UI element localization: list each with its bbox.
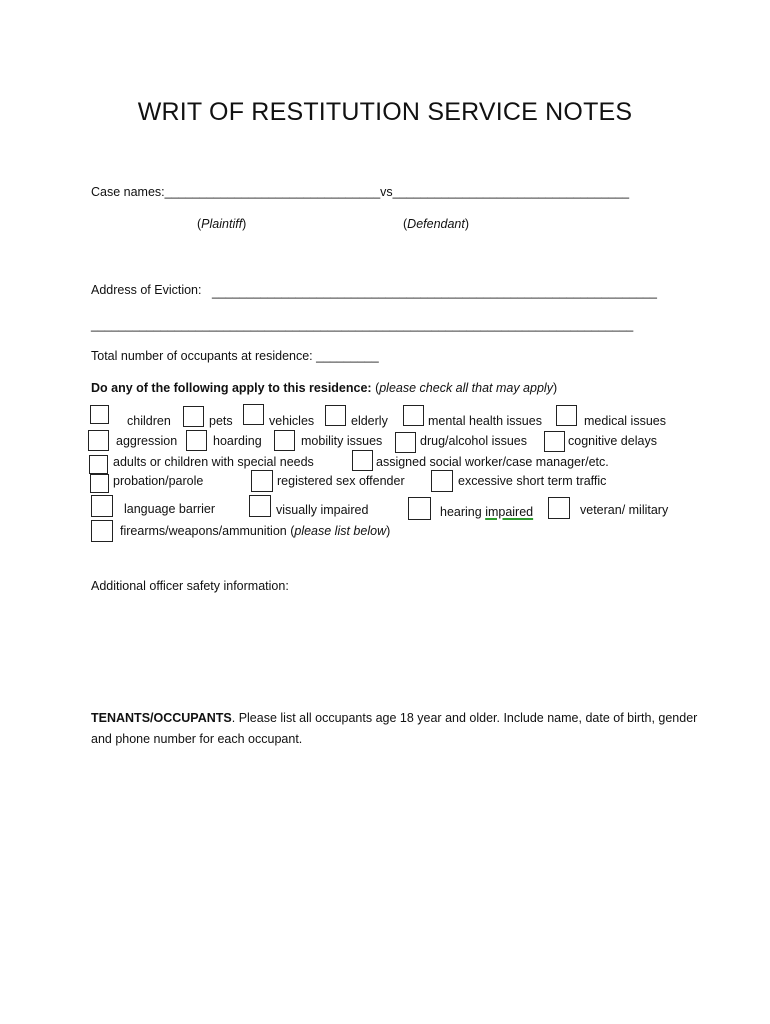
occupants-total-field[interactable]: Total number of occupants at residence: _________ <box>91 349 379 363</box>
case-names-line[interactable]: Case names:_______________________________vs__________________________________ <box>91 185 630 199</box>
medical-issues-checkbox[interactable] <box>556 405 577 426</box>
pets-label: pets <box>209 414 233 428</box>
hoarding-label: hoarding <box>213 434 262 448</box>
sex-offender-label: registered sex offender <box>277 474 405 488</box>
probation-parole-label: probation/parole <box>113 474 204 488</box>
drug-alcohol-checkbox[interactable] <box>395 432 416 453</box>
language-barrier-label: language barrier <box>124 502 216 516</box>
drug-alcohol-label: drug/alcohol issues <box>420 434 528 448</box>
special-needs-label: adults or children with special needs <box>113 455 314 469</box>
hearing-impaired-checkbox[interactable] <box>408 497 431 520</box>
veteran-military-checkbox[interactable] <box>548 497 570 519</box>
mobility-issues-checkbox[interactable] <box>274 430 295 451</box>
language-barrier-checkbox[interactable] <box>91 495 113 517</box>
short-term-traffic-checkbox[interactable] <box>431 470 453 492</box>
vehicles-checkbox[interactable] <box>243 404 264 425</box>
vehicles-label: vehicles <box>269 414 315 428</box>
firearms-checkbox[interactable] <box>91 520 113 542</box>
hearing-impaired-label: hearing impaired <box>440 505 534 519</box>
tenants-instructions: TENANTS/OCCUPANTS. Please list all occupants age 18 year and older. Include name, date of birth, gender and phone number for each occupant. <box>91 711 698 746</box>
special-needs-checkbox[interactable] <box>89 455 108 474</box>
officer-safety-label: Additional officer safety information: <box>91 579 289 593</box>
cognitive-delays-checkbox[interactable] <box>544 431 565 452</box>
mental-health-checkbox[interactable] <box>403 405 424 426</box>
elderly-checkbox[interactable] <box>325 405 346 426</box>
visually-impaired-label: visually impaired <box>276 503 369 517</box>
hoarding-checkbox[interactable] <box>186 430 207 451</box>
firearms-label: firearms/weapons/ammunition (please list below) <box>120 524 391 538</box>
probation-parole-checkbox[interactable] <box>90 474 109 493</box>
cognitive-delays-label: cognitive delays <box>568 434 657 448</box>
social-worker-checkbox[interactable] <box>352 450 373 471</box>
document-title: WRIT OF RESTITUTION SERVICE NOTES <box>137 98 633 126</box>
conditions-question: Do any of the following apply to this residence: (please check all that may apply) <box>91 381 558 395</box>
sex-offender-checkbox[interactable] <box>251 470 273 492</box>
defendant-label: (Defendant) <box>403 217 470 231</box>
visually-impaired-checkbox[interactable] <box>249 495 271 517</box>
mobility-issues-label: mobility issues <box>301 434 383 448</box>
medical-issues-label: medical issues <box>584 414 666 428</box>
elderly-label: elderly <box>351 414 388 428</box>
mental-health-label: mental health issues <box>428 414 542 428</box>
social-worker-label: assigned social worker/case manager/etc. <box>376 455 609 469</box>
children-label: children <box>127 414 171 428</box>
veteran-military-label: veteran/ military <box>580 503 669 517</box>
address-field-line-2[interactable]: ______________________________________________________________________________ <box>91 318 634 332</box>
children-checkbox[interactable] <box>90 405 109 424</box>
plaintiff-label: (Plaintiff) <box>197 217 247 231</box>
address-field-line-1[interactable]: ________________________________________________________________ <box>212 285 657 299</box>
aggression-label: aggression <box>116 434 178 448</box>
pets-checkbox[interactable] <box>183 406 204 427</box>
address-label: Address of Eviction: <box>91 283 202 297</box>
aggression-checkbox[interactable] <box>88 430 109 451</box>
short-term-traffic-label: excessive short term traffic <box>458 474 607 488</box>
